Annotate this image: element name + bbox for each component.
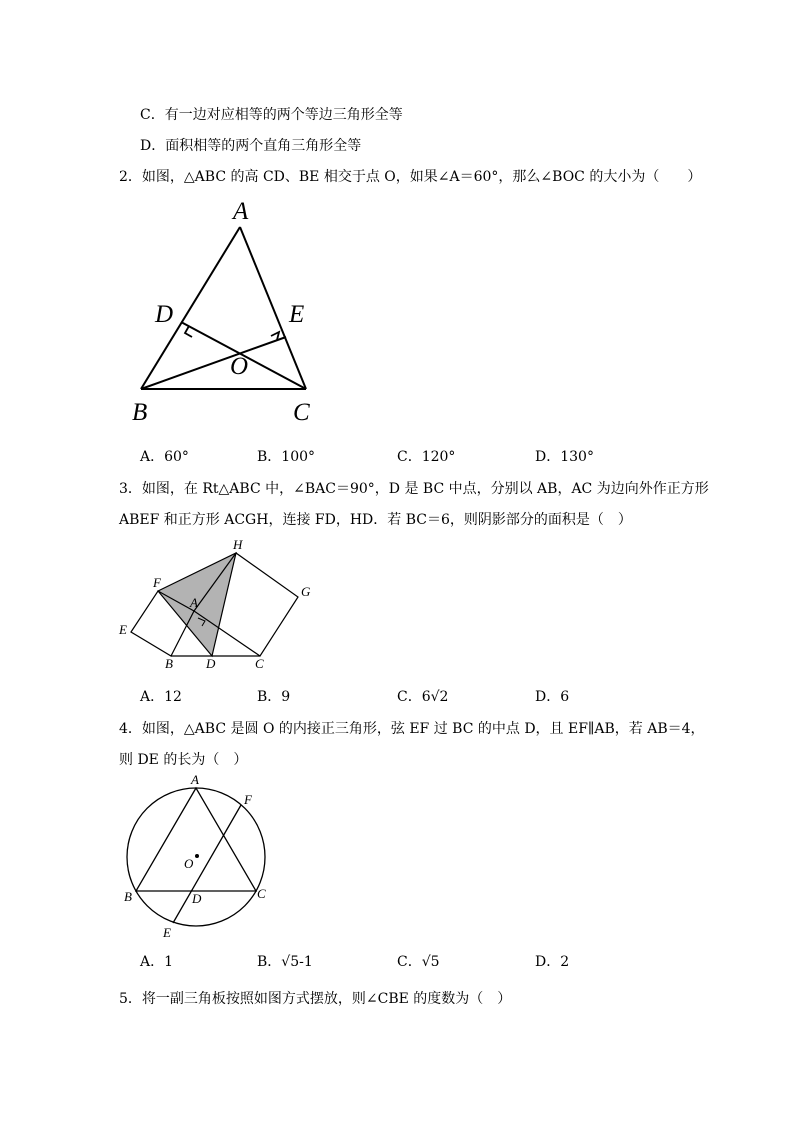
q4-label-b: B: [124, 889, 132, 904]
q4-stem-line2: 则 DE 的长为（ ）: [119, 752, 248, 768]
q3-label-e: E: [119, 622, 127, 637]
q2-option-a: A．60°: [140, 449, 189, 465]
q2-label-o: O: [230, 353, 249, 380]
q3-label-b: B: [165, 656, 173, 671]
q1-option-d: D．面积相等的两个直角三角形全等: [140, 138, 362, 154]
q2-label-c: C: [293, 399, 310, 426]
q3-stem-line1: 3．如图，在 Rt△ABC 中，∠BAC＝90°，D 是 BC 中点，分别以 AB，AC 为边向外作正方形: [119, 481, 709, 497]
q1-option-c: C．有一边对应相等的两个等边三角形全等: [140, 107, 403, 123]
q4-label-d: D: [192, 891, 202, 906]
q4-option-a: A．1: [140, 954, 174, 970]
q4-option-d: D．2: [535, 954, 570, 970]
q3-option-c: C．6√2: [397, 689, 449, 705]
q4-label-o: O: [184, 856, 194, 871]
q2-option-b: B．100°: [257, 449, 316, 465]
q4-label-a: A: [191, 772, 199, 787]
q2-label-b: B: [132, 399, 148, 426]
q3-option-a: A．12: [140, 689, 182, 705]
q4-label-e: E: [163, 925, 171, 940]
q3-option-d: D．6: [535, 689, 570, 705]
q2-stem: 2．如图，△ABC 的高 CD、BE 相交于点 O，如果∠A＝60°，那么∠BOC 的大小为（ ）: [119, 169, 702, 185]
q3-label-c: C: [255, 656, 264, 671]
q3-label-g: G: [301, 584, 311, 599]
q4-option-c: C．√5: [397, 954, 440, 970]
q2-option-c: C．120°: [397, 449, 456, 465]
q3-label-d: D: [206, 656, 216, 671]
q3-option-b: B．9: [257, 689, 291, 705]
q2-label-e: E: [289, 301, 305, 328]
q2-label-d: D: [155, 301, 174, 328]
q3-label-f: F: [153, 575, 161, 590]
q4-label-c: C: [257, 886, 266, 901]
q4-option-b: B．√5-1: [257, 954, 313, 970]
q4-stem-line1: 4．如图，△ABC 是圆 O 的内接正三角形，弦 EF 过 BC 的中点 D，且 EF∥AB，若 AB＝4，: [119, 721, 705, 737]
q3-label-h: H: [233, 537, 243, 552]
q3-stem-line2: ABEF 和正方形 ACGH，连接 FD，HD．若 BC＝6，则阴影部分的面积是（ ）: [119, 512, 632, 528]
q2-option-d: D．130°: [535, 449, 594, 465]
q2-label-a: A: [233, 198, 249, 225]
q3-label-a: A: [190, 595, 198, 610]
q4-label-f: F: [244, 792, 252, 807]
q5-stem: 5．将一副三角板按照如图方式摆放，则∠CBE 的度数为（ ）: [119, 991, 512, 1007]
